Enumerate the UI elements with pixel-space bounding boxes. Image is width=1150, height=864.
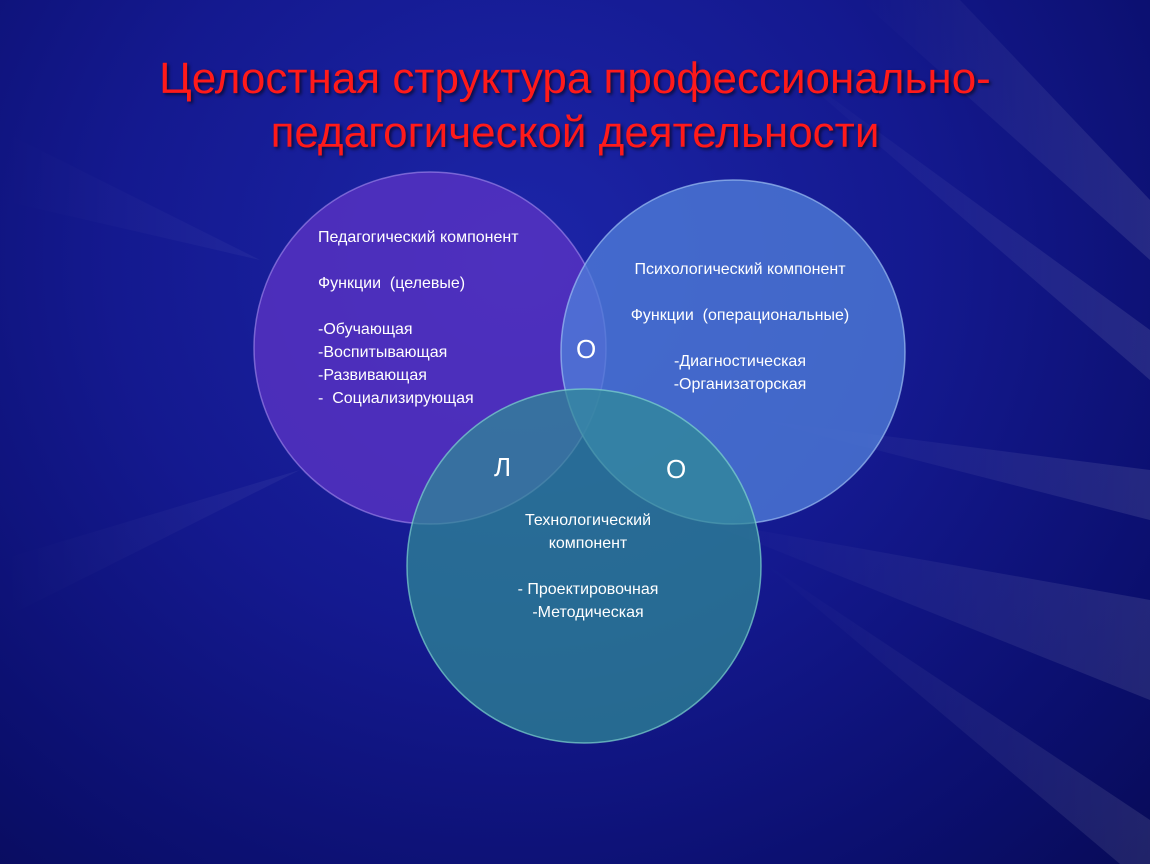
tech-line: компонент	[548, 535, 628, 552]
psychological-component-text	[585, 258, 895, 396]
ped-line: Функции (целевые)	[318, 275, 466, 292]
tech-line	[470, 555, 706, 578]
ped-line: -Воспитывающая	[318, 344, 448, 361]
ped-line	[318, 249, 519, 272]
psy-line	[585, 281, 895, 304]
pedagogical-component-text	[318, 226, 519, 410]
title-line-1: Целостная структура профессионально-	[159, 54, 991, 103]
ped-line: Педагогический компонент	[318, 229, 519, 246]
tech-line: - Проектировочная	[517, 581, 659, 598]
psy-line: Психологический компонент	[634, 261, 846, 278]
psy-line: -Организаторская	[673, 376, 807, 393]
title-line-2: педагогической деятельности	[270, 108, 880, 157]
tech-line: Технологический	[524, 512, 652, 529]
ped-line	[318, 295, 519, 318]
psy-line: -Диагностическая	[674, 353, 806, 370]
psy-line: Функции (операциональные)	[630, 307, 850, 324]
psy-line	[585, 327, 895, 350]
overlap-psy-tech-label: О	[666, 454, 687, 484]
ped-line: -Развивающая	[318, 367, 427, 384]
overlap-ped-tech-label: Л	[494, 452, 512, 482]
tech-line: -Методическая	[532, 604, 644, 621]
technological-component-text	[470, 509, 706, 624]
ped-line: - Социализирующая	[318, 390, 474, 407]
overlap-ped-psy-label: О	[576, 334, 597, 364]
ped-line: -Обучающая	[318, 321, 413, 338]
